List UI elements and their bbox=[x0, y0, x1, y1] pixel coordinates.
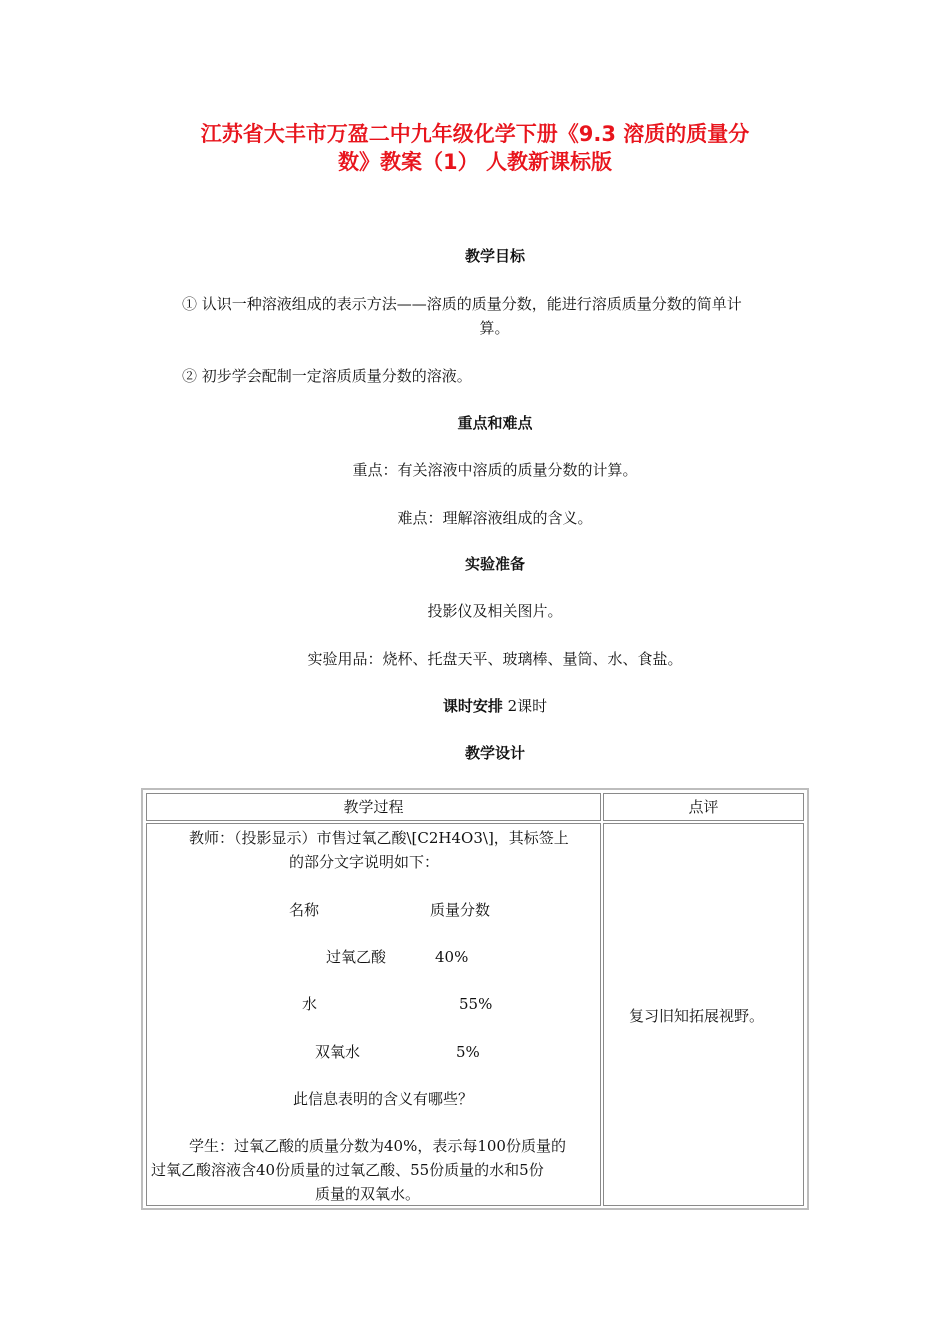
schedule-label: 课时安排 bbox=[442, 697, 503, 715]
question-text: 此信息表明的含义有哪些？ bbox=[293, 1090, 474, 1108]
label-row-name: 双氧水 bbox=[315, 1043, 361, 1061]
label-row-fraction: 40% bbox=[435, 948, 469, 966]
key-points-heading: 重点和难点 bbox=[457, 414, 533, 432]
student-line-3: 质量的双氧水。 bbox=[315, 1185, 421, 1203]
design-heading: 教学设计 bbox=[464, 744, 525, 762]
teacher-line-2: 的部分文字说明如下： bbox=[289, 853, 440, 871]
table-cell-comment bbox=[603, 823, 804, 1206]
schedule-value: 2课时 bbox=[507, 697, 548, 715]
table-cell-process bbox=[146, 823, 601, 1206]
objective-item-1-line-1: ① 认识一种溶液组成的表示方法——溶质的质量分数，能进行溶质质量分数的简单计 bbox=[182, 295, 742, 313]
student-line-1: 学生：过氧乙酸的质量分数为40%，表示每100份质量的 bbox=[189, 1137, 566, 1155]
preparation-line-1: 投影仪及相关图片。 bbox=[427, 602, 563, 620]
teaching-design-table bbox=[141, 788, 809, 1210]
label-row-fraction: 5% bbox=[456, 1043, 480, 1061]
preparation-heading: 实验准备 bbox=[464, 555, 525, 573]
difficult-point-text: 难点：理解溶液组成的含义。 bbox=[397, 509, 593, 527]
label-header-name: 名称 bbox=[289, 901, 320, 919]
objectives-heading: 教学目标 bbox=[464, 247, 525, 265]
label-row-fraction: 55% bbox=[459, 995, 493, 1013]
document-title bbox=[150, 120, 800, 176]
title-line-2: 数》教案（1） 人教新课标版 bbox=[338, 150, 612, 174]
label-row-name: 水 bbox=[302, 995, 318, 1013]
schedule-line bbox=[0, 694, 950, 718]
teacher-line-1: 教师：（投影显示）市售过氧乙酸\[C2H4O3\]，其标签上 bbox=[189, 829, 569, 847]
objective-item-2: ② 初步学会配制一定溶质质量分数的溶液。 bbox=[182, 367, 472, 385]
objective-item-1 bbox=[182, 292, 807, 340]
key-point-text: 重点：有关溶液中溶质的质量分数的计算。 bbox=[352, 461, 638, 479]
comment-text: 复习旧知拓展视野。 bbox=[629, 1007, 765, 1025]
table-header-process: 教学过程 bbox=[146, 793, 601, 821]
label-header-fraction: 质量分数 bbox=[430, 901, 491, 919]
table-header-comment: 点评 bbox=[603, 793, 804, 821]
preparation-line-2: 实验用品：烧杯、托盘天平、玻璃棒、量筒、水、食盐。 bbox=[307, 650, 683, 668]
title-line-1: 江苏省大丰市万盈二中九年级化学下册《9.3 溶质的质量分 bbox=[200, 122, 750, 146]
objective-item-1-line-2: 算。 bbox=[479, 319, 510, 337]
label-row-name: 过氧乙酸 bbox=[326, 948, 387, 966]
student-line-2: 过氧乙酸溶液含40份质量的过氧乙酸、55份质量的水和5份 bbox=[151, 1161, 544, 1179]
